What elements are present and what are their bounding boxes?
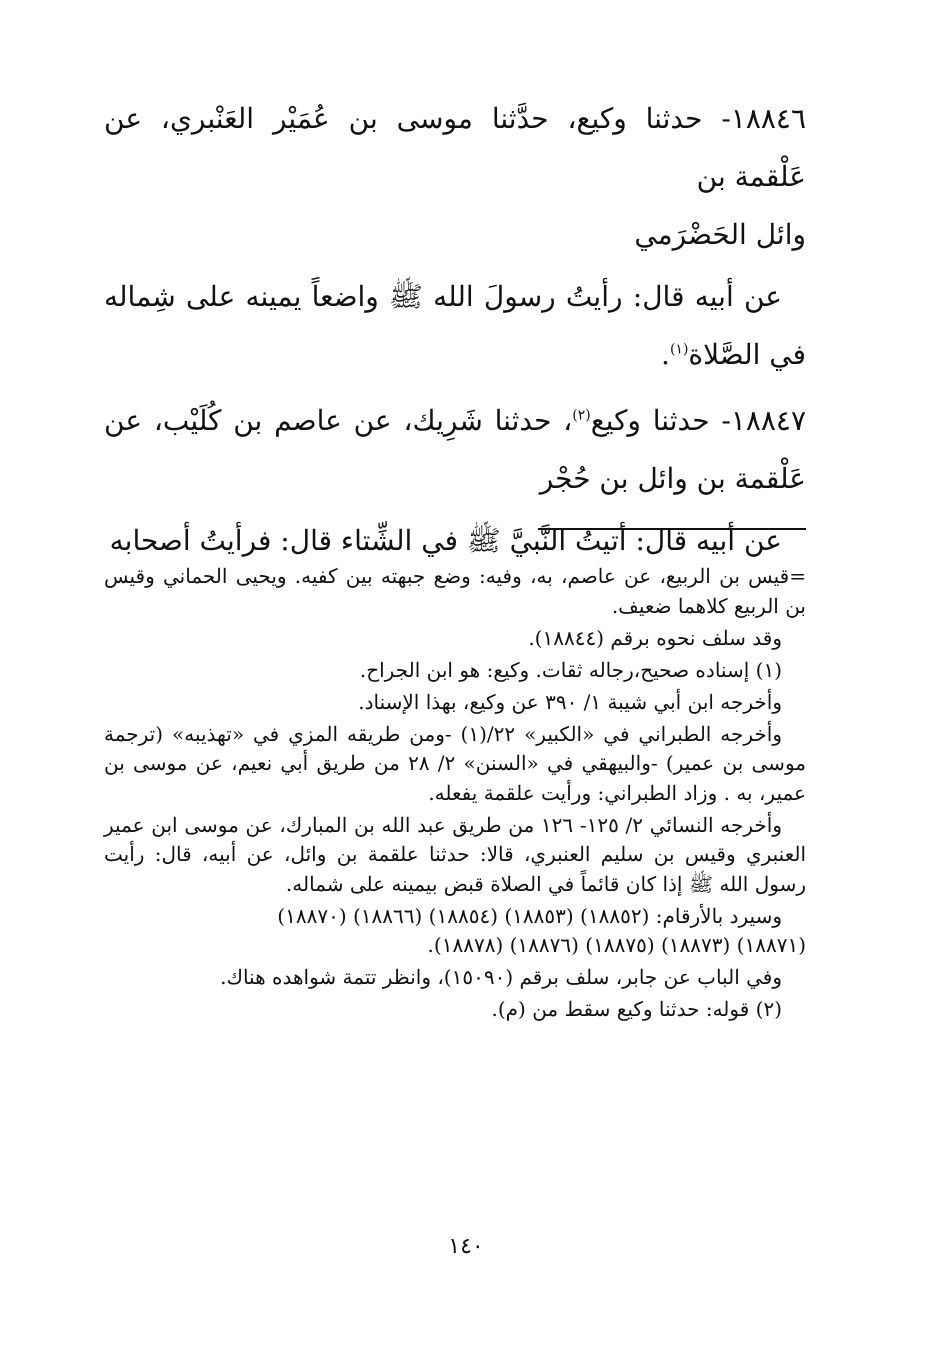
footnote-continued: =قيس بن الربيع، عن عاصم، به، وفيه: وضع جبهته بين كفيه. ويحيى الحماني وقيس بن الربيع كلاهما ضعيف. <box>104 564 806 618</box>
hadith-18846-matn: عن أبيه قال: رأيتُ رسولَ الله ﷺ واضعاً يمينه على شِماله في الصَّلاة$^{(١)}$. <box>104 280 806 371</box>
footnote-divider <box>538 528 806 530</box>
footnote-1-tabarani: وأخرجه الطبراني في «الكبير» ٢٢/(١) -ومن طريقه المزي في «تهذيبه» (ترجمة موسى بن عمير) -والبيهقي في «السنن» ٢/ ٢٨ من طريق أبي نعيم، عن موسى بن عمير، به . وزاد الطبراني: ورأيت علقمة يفعله. <box>104 721 806 805</box>
page-number: ١٤٠ <box>448 1234 484 1259</box>
footnote-ref-1[interactable]: (١) <box>669 341 689 358</box>
footnote-continued-ref: وقد سلف نحوه برقم (١٨٨٤٤). <box>528 625 782 650</box>
footnote-1-ibn-abi-shaybah: وأخرجه ابن أبي شيبة ١/ ٣٩٠ عن وكيع، بهذا الإسناد. <box>358 689 782 714</box>
footnote-ref-2[interactable]: (٢) <box>572 407 591 424</box>
footnote-1-jabir: وفي الباب عن جابر، سلف برقم (١٥٠٩٠)، وانظر تتمة شواهده هناك. <box>220 965 782 989</box>
hadith-18846-isnad <box>104 90 806 264</box>
isnad-line-1: ١٨٨٤٦- حدثنا وكيع، حدَّثنا موسى بن عُمَيْر العَنْبري، عن عَلْقمة بن <box>104 102 806 193</box>
hadith-18847-matn: عن أبيه قال: أتيتُ النَّبيَّ ﷺ في الشِّتاء قال: فرأيتُ أصحابه <box>109 524 782 557</box>
footnote-2: (٢) قوله: حدثنا وكيع سقط من (م). <box>491 997 782 1021</box>
footnote-1-cross-refs: وسيرد بالأرقام: (١٨٨٥٢) (١٨٨٥٣) (١٨٨٥٤) (١٨٨٦٦) (١٨٨٧٠) (١٨٨٧١) (١٨٨٧٣) (١٨٨٧٥) (١٨٨٧٦) (١٨٨٧٨). <box>277 903 806 957</box>
hadith-18847-isnad: ١٨٨٤٧- حدثنا وكيع$^{(٢)}$، حدثنا شَرِيك، عن عاصم بن كُلَيْب، عن عَلْقمة بن وائل بن حُجْر <box>104 404 806 495</box>
hadith-text <box>104 90 806 578</box>
footnotes <box>104 562 806 1027</box>
footnote-1: (١) إسناده صحيح،رجاله ثقات. وكيع: هو ابن الجراح. <box>359 657 782 682</box>
footnote-1-nasai: وأخرجه النسائي ٢/ ١٢٥- ١٢٦ من طريق عبد الله بن المبارك، عن موسى ابن عمير العنبري وقيس بن سليم العنبري، قالا: حدثنا علقمة بن وائل، عن أبيه، قال: رأيت رسول الله ﷺ إذا كان قائماً في الصلاة قبض بيمينه على شماله. <box>104 812 806 896</box>
isnad-line-2: وائل الحَضْرَمي <box>634 218 806 251</box>
